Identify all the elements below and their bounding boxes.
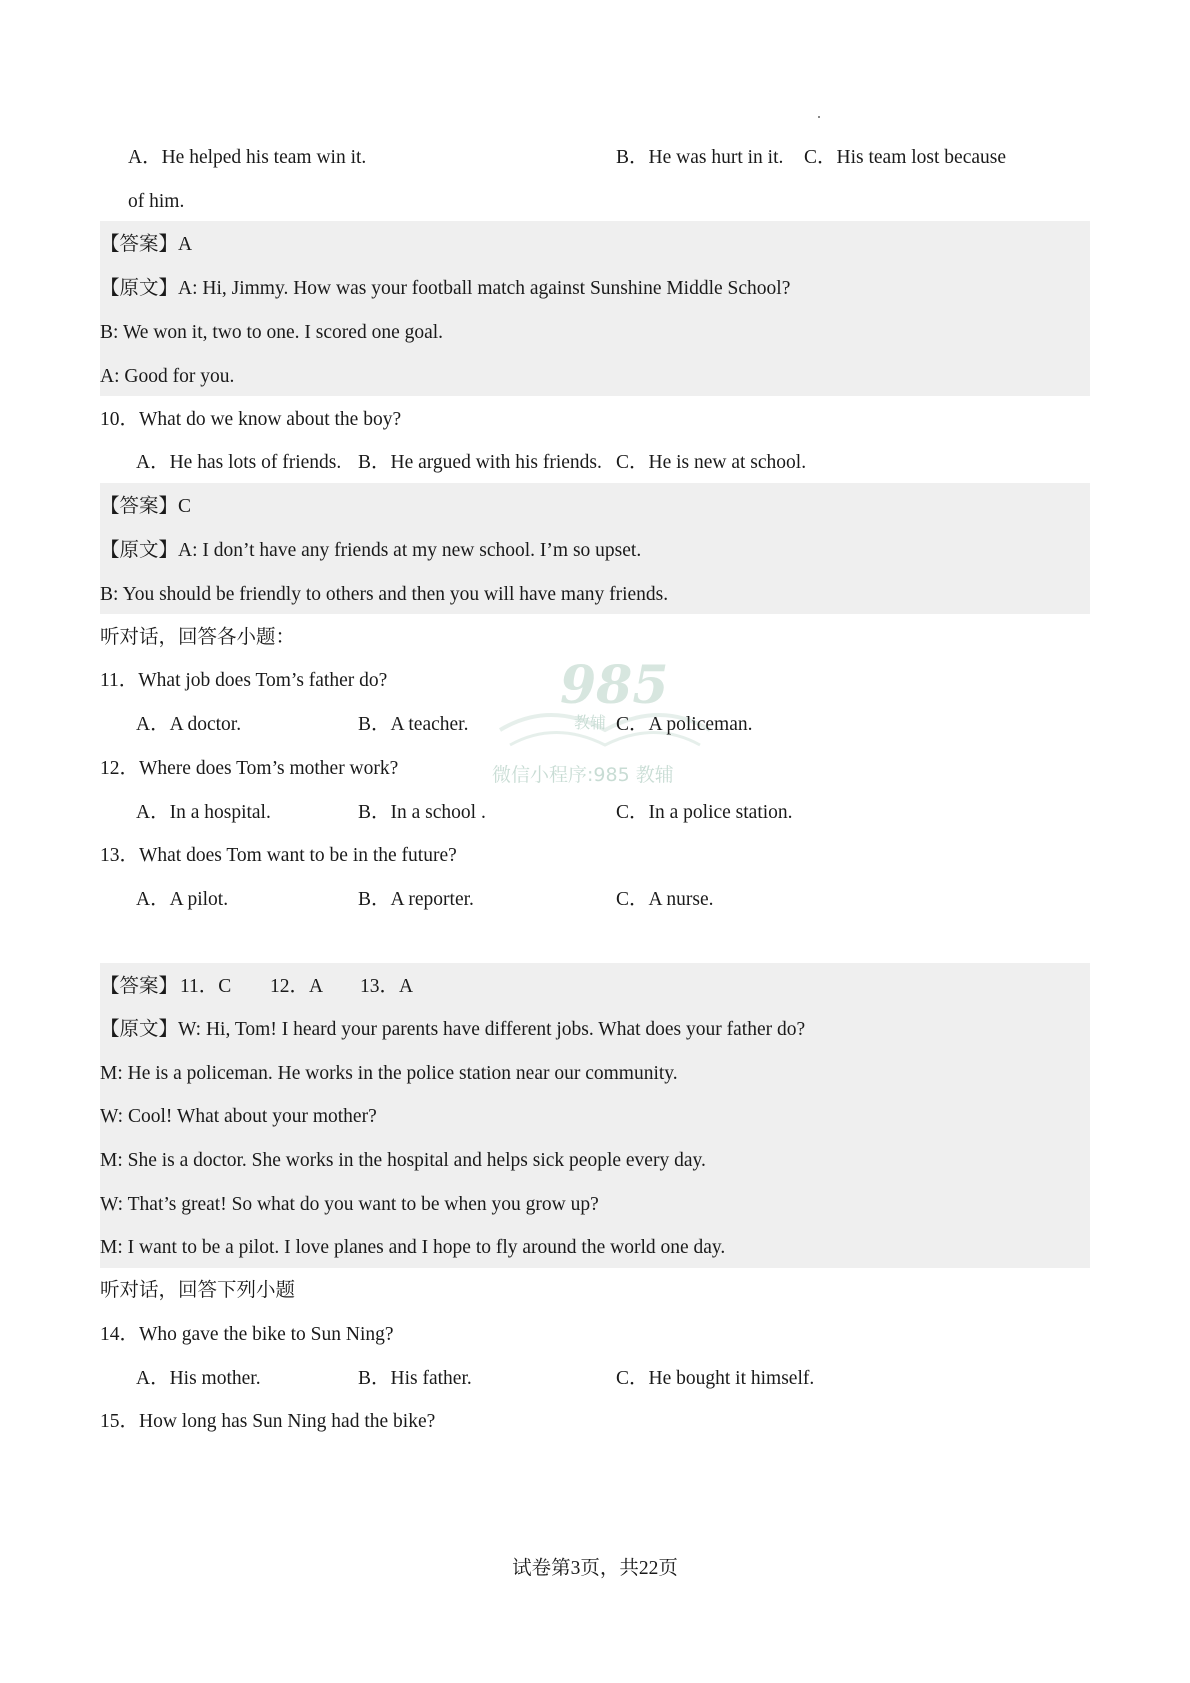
page-footer: 试卷第3页，共22页 <box>512 1558 678 1579</box>
answer-block-9 <box>100 221 1090 396</box>
section-heading-2: 听对话，回答下列小题 <box>100 1280 296 1301</box>
q13-option-c: C．A nurse. <box>616 889 714 910</box>
q13-option-a: A．A pilot. <box>136 889 229 910</box>
transcript-11-13-line-3: W: Cool! What about your mother? <box>100 1106 377 1127</box>
transcript-11-13-line-1: 【原文】W: Hi, Tom! I heard your parents have different jobs. What does your father do? <box>100 1019 806 1040</box>
q9-option-c: C．His team lost because <box>804 147 1006 168</box>
answer-10: 【答案】C <box>100 496 192 517</box>
q12-option-b: B．In a school . <box>358 802 486 823</box>
q13-option-b: B．A reporter. <box>358 889 474 910</box>
q11-stem: 11．What job does Tom’s father do? <box>100 670 388 691</box>
q9-option-a: A．He helped his team win it. <box>128 147 367 168</box>
watermark-text: 微信小程序:985 教辅 <box>492 764 674 786</box>
transcript-10-line-1: 【原文】A: I don’t have any friends at my new school. I’m so upset. <box>100 540 642 561</box>
answer-13: 13．A <box>360 976 414 997</box>
q15-stem: 15．How long has Sun Ning had the bike? <box>100 1411 436 1432</box>
q12-option-a: A．In a hospital. <box>136 802 271 823</box>
answer-11: 11．C <box>180 976 232 997</box>
transcript-9-line-3: A: Good for you. <box>100 366 235 387</box>
transcript-9-line-2: B: We won it, two to one. I scored one goal. <box>100 322 444 343</box>
transcript-11-13-line-4: M: She is a doctor. She works in the hospital and helps sick people every day. <box>100 1150 706 1171</box>
q14-stem: 14．Who gave the bike to Sun Ning? <box>100 1324 394 1345</box>
q12-option-c: C．In a police station. <box>616 802 793 823</box>
answer-11-13-label: 【答案】 <box>100 976 179 997</box>
q14-option-b: B．His father. <box>358 1368 472 1389</box>
q10-stem: 10．What do we know about the boy? <box>100 409 402 430</box>
q11-option-b: B．A teacher. <box>358 714 469 735</box>
transcript-11-13-line-6: M: I want to be a pilot. I love planes and I hope to fly around the world one day. <box>100 1237 726 1258</box>
q9-option-b: B．He was hurt in it. <box>616 147 784 168</box>
q10-option-c: C．He is new at school. <box>616 452 807 473</box>
q14-option-a: A．His mother. <box>136 1368 261 1389</box>
q13-stem: 13．What does Tom want to be in the future? <box>100 845 457 866</box>
q12-stem: 12．Where does Tom’s mother work? <box>100 758 399 779</box>
transcript-10-line-2: B: You should be friendly to others and then you will have many friends. <box>100 584 669 605</box>
stray-dot <box>818 116 820 118</box>
q11-option-c: C．A policeman. <box>616 714 753 735</box>
q10-option-b: B．He argued with his friends. <box>358 452 602 473</box>
q9-option-c-cont: of him. <box>128 191 185 212</box>
transcript-9-line-1: 【原文】A: Hi, Jimmy. How was your football match against Sunshine Middle School? <box>100 278 791 299</box>
watermark-number: 985 <box>560 655 669 716</box>
answer-12: 12．A <box>270 976 324 997</box>
section-heading-1: 听对话，回答各小题： <box>100 627 296 648</box>
transcript-11-13-line-5: W: That’s great! So what do you want to be when you grow up? <box>100 1194 599 1215</box>
q14-option-c: C．He bought it himself. <box>616 1368 815 1389</box>
q10-option-a: A．He has lots of friends. <box>136 452 342 473</box>
q11-option-a: A．A doctor. <box>136 714 242 735</box>
answer-9: 【答案】A <box>100 234 193 255</box>
transcript-11-13-line-2: M: He is a policeman. He works in the police station near our community. <box>100 1063 678 1084</box>
watermark-sub: 教辅 <box>574 713 607 732</box>
